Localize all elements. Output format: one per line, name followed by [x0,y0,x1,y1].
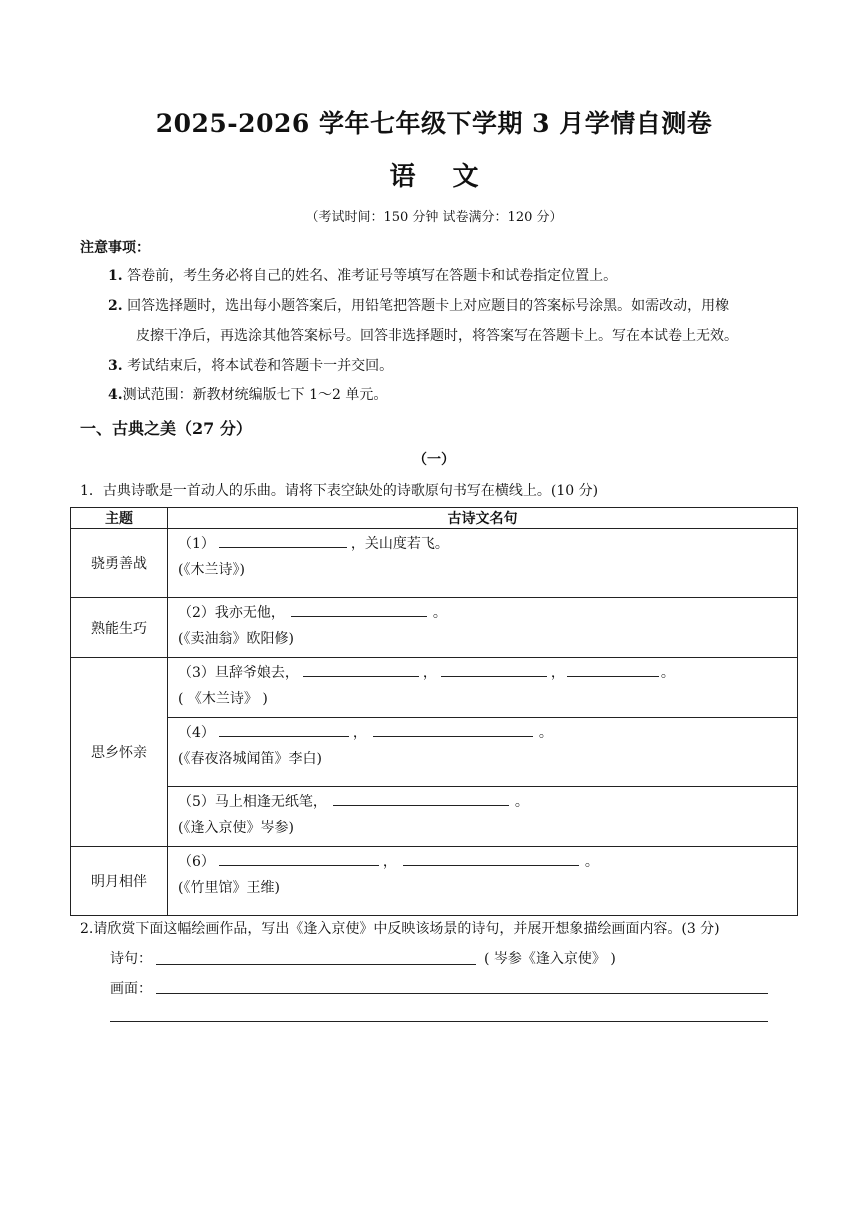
note-item-1 [108,266,617,286]
poem-line-suffix: 。 [584,854,599,870]
theme-cell: 熟能生巧 [71,598,168,658]
theme-cell: 明月相伴 [71,847,168,916]
answer-blank[interactable] [567,660,659,677]
subject-char-1: 语 [389,162,416,192]
poem-line-prefix: （2）我亦无他， [178,605,285,621]
poem-cell [168,847,798,916]
poem-line-sep: ， [352,725,367,741]
column-header-lines: 古诗文名句 [168,508,798,529]
note-num: 3. [108,358,123,374]
poem-line-prefix: （4） [178,725,215,741]
note-item-3 [108,356,393,376]
poem-line-prefix: （1） [178,536,215,552]
poetry-table [70,507,798,916]
poem-line-suffix: 。 [538,725,553,741]
theme-cell: 骁勇善战 [71,529,168,598]
table-row [71,787,798,847]
exam-info: （考试时间：150 分钟 试卷满分：120 分） [305,210,563,225]
answer-blank[interactable] [441,660,547,677]
poem-cell [168,718,798,787]
note-num: 2. [108,298,123,314]
answer-blank[interactable] [219,849,379,866]
table-row [71,718,798,787]
table-row [71,598,798,658]
answer-blank[interactable] [291,600,427,617]
answer-blank[interactable] [333,789,509,806]
note-text: 测试范围：新教材统编版七下 1～2 单元。 [122,387,388,403]
table-row [71,529,798,598]
table-header-row [71,508,798,529]
note-num: 4. [108,387,123,403]
poem-line-sep: ， [422,665,437,681]
answer-blank[interactable] [403,849,579,866]
poem-answer-line[interactable] [156,964,476,965]
poem-source: ( 《木兰诗》 ) [178,691,268,707]
answer-blank[interactable] [303,660,419,677]
note-item-2 [108,296,729,316]
poem-source: (《卖油翁》欧阳修) [178,631,294,647]
subsection-heading: （一） [413,452,455,468]
poem-cell [168,787,798,847]
column-header-theme: 主题 [71,508,168,529]
note-text: 答卷前，考生务必将自己的姓名、准考证号等填写在答题卡和试卷指定位置上。 [127,268,618,284]
table-row [71,658,798,718]
note-item-2-cont: 皮擦干净后，再选涂其他答案标号。回答非选择题时，将答案写在答题卡上。写在本试卷上无效。 [136,328,738,344]
poem-cell [168,598,798,658]
poem-source: (《木兰诗》) [178,562,245,578]
subject-char-2: 文 [452,162,479,192]
notes-heading: 注意事项： [80,240,150,256]
poem-line-suffix: 。 [660,665,675,681]
subject-title [0,156,868,193]
note-item-4 [108,385,387,405]
table-row [71,847,798,916]
theme-cell: 思乡怀亲 [71,658,168,847]
poem-source: (《春夜洛城闻笛》李白) [178,751,322,767]
poem-answer-source: ( 岑参《逢入京使》 ) [484,951,616,967]
picture-answer-line[interactable] [156,993,768,994]
poem-source: (《逢入京使》岑参) [178,820,294,836]
question-1-prompt: 1．古典诗歌是一首动人的乐曲。请将下表空缺处的诗歌原句书写在横线上。(10 分) [80,483,599,499]
answer-blank[interactable] [219,531,347,548]
poem-line-prefix: （6） [178,854,215,870]
poem-line-sep: ， [382,854,397,870]
note-text: 回答选择题时，选出每小题答案后，用铅笔把答题卡上对应题目的答案标号涂黑。如需改动，用橡 [127,298,730,314]
poem-line-sep: ， [550,665,565,681]
poem-cell [168,658,798,718]
note-text: 考试结束后，将本试卷和答题卡一并交回。 [127,358,394,374]
poem-answer-label: 诗句： [110,951,152,967]
poem-cell [168,529,798,598]
exam-title: 2025-2026 学年七年级下学期 3 月学情自测卷 [155,109,713,138]
picture-answer-line[interactable] [110,1021,768,1022]
picture-answer-label: 画面： [110,981,152,997]
poem-line-suffix: 。 [432,605,447,621]
poem-line-suffix: ，关山度若飞。 [350,536,449,552]
question-2-prompt: 2.请欣赏下面这幅绘画作品，写出《逢入京使》中反映该场景的诗句，并展开想象描绘画面内容。(3 分) [80,921,720,937]
poem-line-suffix: 。 [514,794,529,810]
section-heading: 一、古典之美（27 分） [80,419,252,438]
poem-source: (《竹里馆》王维) [178,880,280,896]
poem-line-prefix: （3）旦辞爷娘去， [178,665,299,681]
note-num: 1. [108,268,123,284]
answer-blank[interactable] [373,720,533,737]
poem-line-prefix: （5）马上相逢无纸笔， [178,794,327,810]
answer-blank[interactable] [219,720,349,737]
